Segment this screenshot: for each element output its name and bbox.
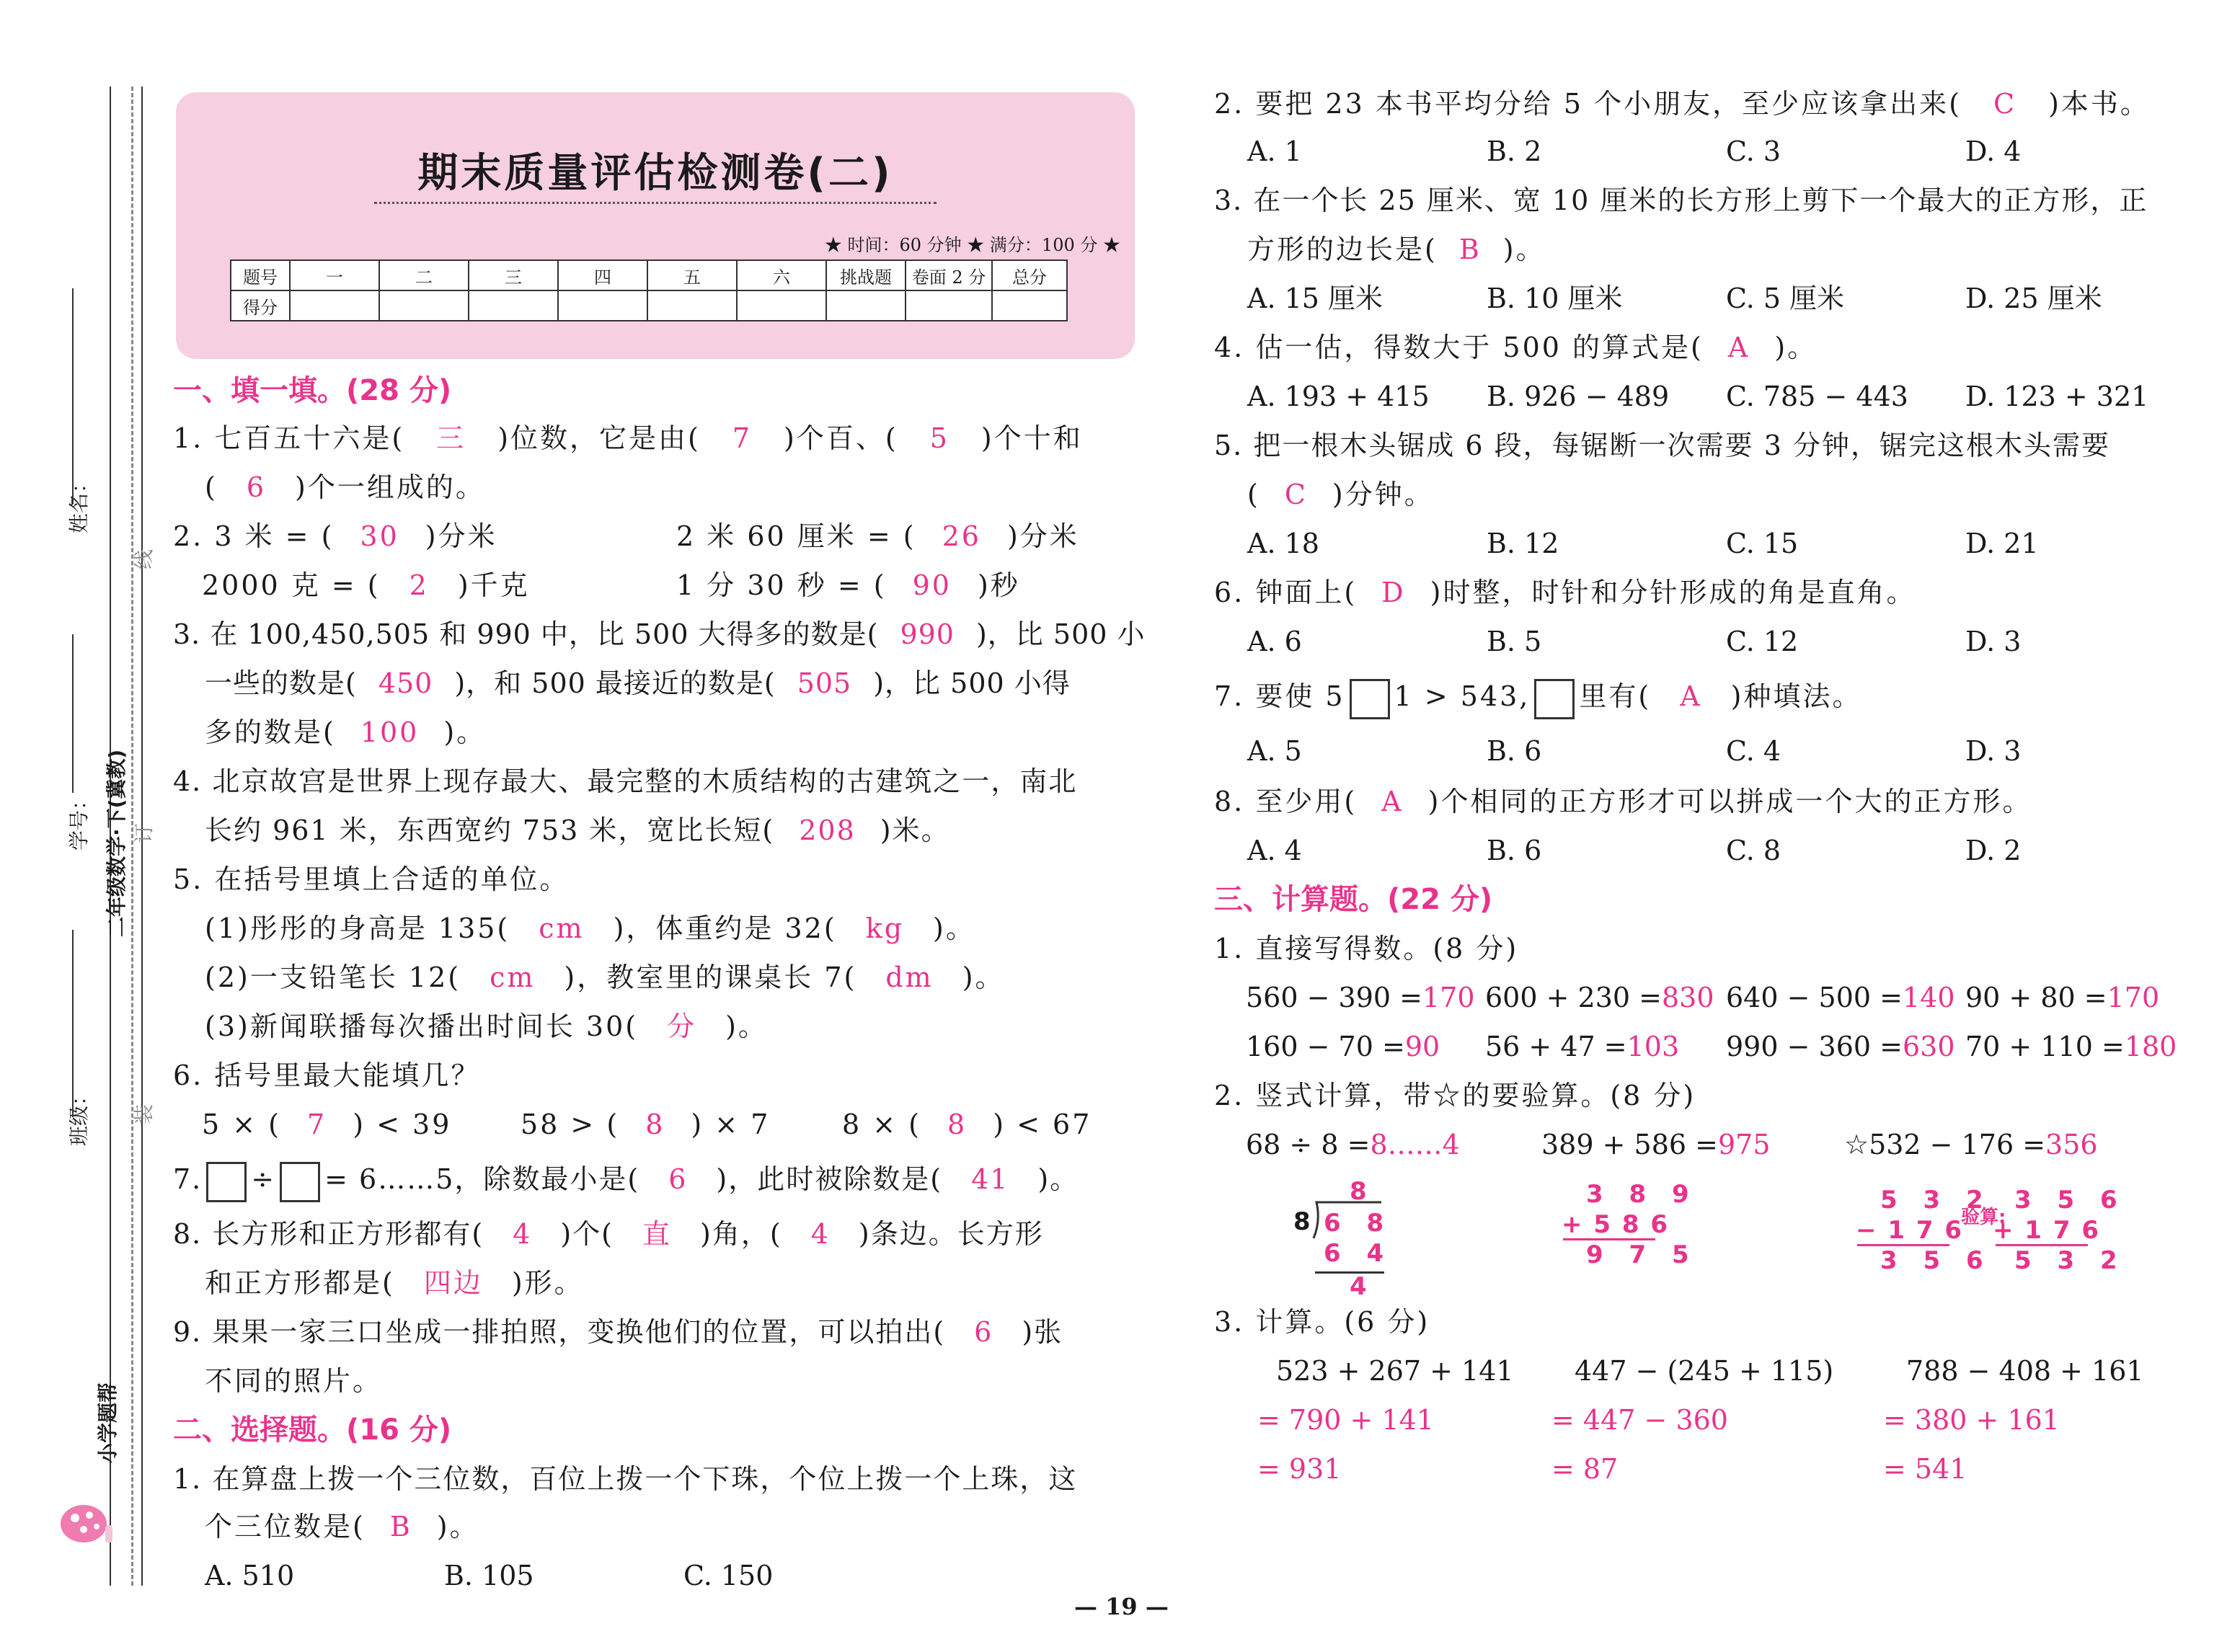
name-label: 姓名： (67, 472, 91, 533)
score-row-label: 题号 (231, 260, 290, 290)
text: 里有( (1579, 680, 1652, 712)
text: )条边。长方形 (858, 1218, 1044, 1250)
q1-3-line2 (205, 662, 1071, 705)
q2-7-line (1214, 675, 1862, 719)
answer: 90 (1404, 1031, 1440, 1062)
q2-2-option[interactable]: D. 4 (1965, 136, 2022, 167)
text: 长约 961 米，东西宽约 753 米，宽比长短( (205, 814, 775, 846)
text: 8. 至少用( (1214, 786, 1358, 817)
answer: D (1381, 577, 1406, 608)
add-row-3: 9 7 5 (1586, 1240, 1698, 1269)
step-calc-1-s2: = 931 (1257, 1453, 1342, 1485)
score-cell[interactable] (290, 290, 379, 321)
answer: 8 (645, 1109, 665, 1140)
answer: 8……4 (1370, 1129, 1460, 1160)
score-cell[interactable] (992, 290, 1067, 321)
sub-row-3: 3 5 6 (1880, 1246, 1992, 1275)
q2-1-line1: 1. 在算盘上拨一个三位数，百位上拨一个下珠，个位上拨一个上珠，这 (173, 1463, 1078, 1495)
q2-4-option[interactable]: D. 123 + 321 (1965, 381, 2149, 412)
calc-item (1726, 976, 1955, 1019)
check-row-1: 3 5 6 (2014, 1186, 2126, 1214)
step-calc-1-q: 523 + 267 + 141 (1276, 1355, 1514, 1387)
calc-item (1726, 1025, 1955, 1068)
calc-item (1246, 976, 1475, 1019)
div-divisor: 8 (1293, 1207, 1319, 1236)
sub-row-2: − 1 7 6 (1856, 1216, 1963, 1245)
answer: A (1381, 786, 1404, 817)
text: 990 − 360 = (1726, 1031, 1903, 1062)
q2-7-option[interactable]: D. 3 (1965, 735, 2022, 767)
section-2-heading: 二、选择题。(16 分) (173, 1413, 452, 1447)
q1-9-line1 (173, 1310, 1063, 1354)
book-name: 二年级数学·下(冀教) (105, 749, 128, 937)
q1-6-line1: 6. 括号里最大能填几？ (173, 1060, 481, 1091)
q2-2-option[interactable]: B. 2 (1487, 136, 1542, 167)
text: )。 (933, 912, 975, 944)
text: )。 (1774, 332, 1818, 363)
answer: B (389, 1511, 412, 1542)
text: (2)一支铅笔长 12( (205, 962, 461, 993)
q2-2-option[interactable]: A. 1 (1247, 136, 1302, 167)
q2-8-option[interactable]: D. 2 (1965, 835, 2022, 866)
answer: 26 (942, 520, 981, 552)
text: )时整，时针和分针形成的角是直角。 (1430, 577, 1916, 608)
q2-3-option[interactable]: D. 25 厘米 (1965, 283, 2102, 314)
score-cell[interactable] (737, 290, 826, 321)
answer: 975 (1717, 1129, 1771, 1160)
text: 方形的边长是( (1247, 234, 1438, 265)
text: )个一组成的。 (295, 471, 485, 503)
answer: 103 (1626, 1031, 1680, 1062)
add-row-1: 3 8 9 (1586, 1180, 1698, 1209)
answer: 505 (797, 667, 852, 699)
text: 560 − 390 = (1246, 982, 1422, 1013)
answer: C (1993, 88, 2017, 120)
brand-label: 小学题帮 (96, 1382, 120, 1463)
seal-mark-3: 装 (132, 1103, 156, 1124)
text: 1. 七百五十六是( (173, 422, 405, 454)
text: ) < 39 (353, 1109, 452, 1140)
answer: 990 (900, 618, 955, 650)
text: )。 (436, 1511, 479, 1542)
q2-4-option[interactable]: B. 926 − 489 (1487, 381, 1670, 412)
q1-8-line2 (205, 1261, 584, 1305)
answer: 直 (642, 1218, 672, 1250)
class-blank (72, 930, 74, 1117)
q2-8-option[interactable]: C. 8 (1726, 835, 1781, 866)
q2-3-line2 (1247, 228, 1546, 271)
answer: 6 (974, 1316, 993, 1348)
seal-mark-2: 订 (132, 822, 156, 843)
answer: 8 (947, 1109, 968, 1140)
q1-1-line2 (205, 466, 485, 509)
page-title: 期末质量评估检测卷(二) (417, 150, 893, 197)
text: )，比 500 小 (975, 618, 1146, 650)
score-cell[interactable] (826, 290, 906, 321)
page-number: — 19 — (1074, 1593, 1169, 1620)
q2-1-option[interactable]: B. 105 (444, 1560, 534, 1591)
score-col: 卷面 2 分 (906, 260, 992, 290)
text: 7. (173, 1163, 203, 1195)
div-dividend: 6 8 (1324, 1209, 1393, 1238)
q2-6-option[interactable]: D. 3 (1965, 626, 2022, 657)
text: )分米 (1006, 520, 1079, 552)
text: 90 + 80 = (1965, 982, 2107, 1013)
answer: 分 (667, 1011, 697, 1042)
score-row-label: 得分 (231, 290, 290, 321)
calc-item (1485, 976, 1714, 1019)
score-table (230, 259, 1068, 321)
answer: 450 (378, 667, 433, 699)
answer: cm (539, 912, 585, 944)
score-cell[interactable] (647, 290, 737, 321)
calc-item (1485, 1025, 1679, 1068)
text: 58 > ( (521, 1109, 620, 1140)
q1-3-line1 (173, 613, 1146, 656)
score-col: 挑战题 (826, 260, 906, 290)
q1-1-line1 (173, 417, 1083, 460)
text: 8. 长方形和正方形都有( (173, 1218, 484, 1250)
q2-1-option[interactable]: A. 510 (205, 1560, 295, 1591)
q1-2-c (202, 564, 530, 607)
blank-box[interactable] (280, 1162, 320, 1202)
q2-6-line (1214, 571, 1916, 614)
vertical-calc-2 (1541, 1123, 1771, 1166)
add-row-2: + 5 8 6 (1562, 1210, 1669, 1239)
check-row-2: + 1 7 6 (1993, 1216, 2100, 1245)
answer: dm (885, 962, 934, 993)
title-underline (374, 202, 937, 204)
q2-5-option[interactable]: C. 15 (1726, 528, 1799, 559)
q2-1-option[interactable]: C. 150 (683, 1560, 774, 1591)
q2-4-line (1214, 326, 1817, 369)
answer: A (1680, 680, 1702, 712)
q2-3-option[interactable]: B. 10 厘米 (1487, 283, 1623, 314)
vertical-calc-1 (1246, 1123, 1460, 1166)
text: ( (1247, 479, 1260, 510)
q1-5-line4 (205, 1005, 768, 1048)
section-3-heading: 三、计算题。(22 分) (1214, 883, 1493, 916)
step-calc-3-s1: = 380 + 161 (1883, 1404, 2060, 1436)
text: = 6……5，除数最小是( (324, 1163, 640, 1195)
q2-3-option[interactable]: C. 5 厘米 (1726, 283, 1845, 314)
text: 160 − 70 = (1246, 1031, 1405, 1062)
answer: 4 (810, 1218, 830, 1250)
text: )位数，它是由( (497, 422, 701, 454)
class-label: 班级： (67, 1085, 91, 1146)
q2-6-option[interactable]: C. 12 (1726, 626, 1799, 657)
text: )。 (725, 1011, 768, 1042)
q3-1-label: 1. 直接写得数。(8 分) (1214, 933, 1519, 964)
answer: 7 (307, 1109, 327, 1140)
text: 389 + 586 = (1541, 1129, 1718, 1160)
text: (1)彤彤的身高是 135( (205, 912, 510, 944)
text: )。 (443, 716, 487, 748)
text: )形。 (511, 1267, 584, 1299)
text: 56 + 47 = (1485, 1031, 1627, 1062)
q2-5-option[interactable]: D. 21 (1965, 528, 2039, 559)
answer: 41 (971, 1163, 1009, 1195)
answer: 4 (513, 1218, 532, 1250)
name-blank (72, 288, 74, 505)
text: )秒 (977, 569, 1020, 601)
text: )，比 500 小得 (873, 667, 1071, 699)
q2-3-option[interactable]: A. 15 厘米 (1247, 283, 1383, 314)
text: (3)新闻联播每次播出时间长 30( (205, 1011, 639, 1042)
text: 2. 3 米 = ( (173, 520, 335, 552)
id-blank (72, 634, 74, 793)
text: )，和 500 最接近的数是( (454, 667, 776, 699)
text: )，教室里的课桌长 7( (564, 962, 857, 993)
q2-1-line2 (205, 1505, 479, 1548)
q1-2-d (676, 564, 1020, 607)
text: )本书。 (2048, 88, 2150, 120)
answer: A (1727, 332, 1750, 363)
answer: 100 (360, 716, 420, 748)
q2-8-line (1214, 780, 2032, 823)
score-col: 三 (469, 260, 558, 290)
text: 7. 要使 5 (1214, 680, 1345, 712)
q1-2-b (676, 515, 1079, 558)
q1-8-line1 (173, 1212, 1044, 1256)
text: ) < 67 (993, 1109, 1092, 1140)
answer: 356 (2045, 1129, 2098, 1160)
check-label: 验算: (1961, 1207, 2006, 1228)
text: 70 + 110 = (1965, 1031, 2125, 1062)
q1-5-line1: 5. 在括号里填上合适的单位。 (173, 863, 570, 895)
answer: 四边 (423, 1267, 483, 1299)
answer: 170 (2107, 982, 2160, 1013)
answer: C (1284, 479, 1308, 510)
vertical-calc-3 (1844, 1123, 2098, 1166)
q2-3-line1: 3. 在一个长 25 厘米、宽 10 厘米的长方形上剪下一个最大的正方形，正 (1214, 185, 2148, 216)
text: )。 (962, 962, 1005, 993)
q2-5-option[interactable]: A. 18 (1247, 528, 1319, 559)
answer: 180 (2124, 1031, 2177, 1062)
text: )张 (1022, 1316, 1063, 1348)
answer: 140 (1902, 982, 1955, 1013)
q2-7-option[interactable]: A. 5 (1247, 735, 1302, 767)
step-calc-3-s2: = 541 (1883, 1453, 1967, 1485)
score-col: 二 (379, 260, 469, 290)
mushroom-logo-icon (58, 1499, 115, 1553)
score-col: 一 (290, 260, 379, 290)
q1-6-c (842, 1103, 1092, 1146)
text: 和正方形都是( (205, 1267, 395, 1299)
exam-meta: ★ 时间：60 分钟 ★ 满分：100 分 ★ (824, 235, 1120, 255)
text: )种填法。 (1730, 680, 1862, 712)
answer: 2 (409, 569, 429, 601)
text: )千克 (457, 569, 530, 601)
text: )个十和 (980, 422, 1083, 454)
q1-3-line3 (205, 711, 486, 754)
q2-6-option[interactable]: B. 5 (1487, 626, 1542, 657)
text: ) × 7 (691, 1109, 771, 1140)
div-quotient: 8 (1350, 1177, 1376, 1206)
q2-5-option[interactable]: B. 12 (1487, 528, 1559, 559)
answer: 6 (668, 1163, 688, 1195)
text: )。 (1502, 234, 1546, 265)
score-table-row (231, 290, 1067, 321)
answer: kg (865, 912, 905, 944)
text: )。 (1037, 1163, 1079, 1195)
q2-2-option[interactable]: C. 3 (1726, 136, 1781, 167)
q2-5-line2 (1247, 473, 1434, 516)
answer: 830 (1661, 982, 1714, 1013)
q2-6-option[interactable]: A. 6 (1247, 626, 1302, 657)
text: ( (205, 471, 218, 503)
calc-item (1965, 1025, 2177, 1068)
answer: 170 (1422, 982, 1475, 1013)
q2-7-option[interactable]: B. 6 (1487, 735, 1542, 767)
score-table-row (231, 260, 1067, 290)
calc-item (1965, 976, 2159, 1019)
answer: 5 (929, 422, 949, 454)
step-calc-1-s1: = 790 + 141 (1257, 1404, 1434, 1436)
q2-8-option[interactable]: A. 4 (1247, 835, 1302, 866)
score-col: 五 (647, 260, 737, 290)
blank-box[interactable] (1534, 679, 1575, 719)
text: 640 − 500 = (1726, 982, 1903, 1013)
text: 3. 在 100,450,505 和 990 中，比 500 大得多的数是( (173, 618, 879, 650)
text: )，体重约是 32( (613, 912, 837, 944)
text: ÷ (251, 1163, 276, 1195)
text: 2000 克 = ( (202, 569, 381, 601)
score-col: 六 (737, 260, 826, 290)
blank-box[interactable] (206, 1162, 247, 1202)
q2-7-option[interactable]: C. 4 (1726, 735, 1781, 767)
header-panel (176, 92, 1135, 359)
section-1-heading: 一、填一填。(28 分) (173, 374, 452, 407)
q1-4-line1: 4. 北京故宫是世界上现存最大、最完整的木质结构的古建筑之一，南北 (173, 765, 1078, 797)
text: 9. 果果一家三口坐成一排拍照，变换他们的位置，可以拍出( (173, 1316, 946, 1348)
q1-4-line2 (205, 809, 950, 852)
step-calc-2-s1: = 447 − 360 (1551, 1404, 1728, 1436)
q3-2-label: 2. 竖式计算，带☆的要验算。(8 分) (1214, 1080, 1696, 1111)
answer: 630 (1902, 1031, 1955, 1062)
text: )角，( (700, 1218, 782, 1250)
answer: 7 (732, 422, 753, 454)
score-cell[interactable] (906, 290, 992, 321)
answer: 三 (436, 422, 466, 454)
text: 一些的数是( (205, 667, 357, 699)
answer: 208 (799, 814, 856, 846)
text: 4. 估一估，得数大于 500 的算式是( (1214, 332, 1704, 363)
score-cell[interactable] (379, 290, 469, 321)
text: 68 ÷ 8 = (1246, 1129, 1371, 1160)
q1-2-a (173, 515, 497, 558)
text: 多的数是( (205, 716, 336, 748)
text: )个百、( (784, 422, 898, 454)
answer: cm (490, 962, 536, 993)
text: 2. 要把 23 本书平均分给 5 个小朋友，至少应该拿出来( (1214, 88, 1962, 120)
q1-6-a (202, 1103, 451, 1146)
text: )个( (560, 1218, 614, 1250)
text: )分钟。 (1332, 479, 1434, 510)
text: )，此时被除数是( (716, 1163, 943, 1195)
text: 8 × ( (842, 1109, 921, 1140)
text: 6. 钟面上( (1214, 577, 1358, 608)
score-col: 四 (558, 260, 647, 290)
q1-6-b (521, 1103, 770, 1146)
text: )米。 (880, 814, 950, 846)
q1-9-line2: 不同的照片。 (205, 1365, 383, 1397)
calc-item (1246, 1025, 1440, 1068)
div-remainder: 4 (1350, 1272, 1376, 1301)
q1-5-line3 (205, 956, 1005, 999)
step-calc-2-q: 447 − (245 + 115) (1575, 1355, 1834, 1387)
text: 1 分 30 秒 = ( (676, 569, 887, 601)
score-col: 总分 (992, 260, 1067, 290)
answer: B (1458, 234, 1482, 265)
text: 个三位数是( (205, 1511, 366, 1542)
id-label: 学号： (67, 789, 91, 851)
sub-row-1: 5 3 2 (1880, 1186, 1992, 1214)
text: )分米 (425, 520, 497, 552)
text: 2 米 60 厘米 = ( (676, 520, 916, 552)
step-calc-3-q: 788 − 408 + 161 (1906, 1355, 2144, 1387)
blank-box[interactable] (1350, 679, 1390, 719)
answer: 30 (360, 520, 399, 552)
score-cell[interactable] (469, 290, 558, 321)
check-row-3: 5 3 2 (2014, 1246, 2126, 1275)
text: 1 > 543, (1394, 680, 1531, 712)
answer: 6 (246, 471, 267, 503)
q1-7-line (173, 1158, 1079, 1202)
score-cell[interactable] (558, 290, 647, 321)
text: )个相同的正方形才可以拼成一个大的正方形。 (1427, 786, 2032, 817)
q2-4-option[interactable]: A. 193 + 415 (1247, 381, 1430, 412)
q3-3-label: 3. 计算。(6 分) (1214, 1306, 1430, 1338)
step-calc-2-s2: = 87 (1551, 1453, 1619, 1485)
div-product: 6 4 (1324, 1239, 1393, 1268)
text: 5 × ( (202, 1109, 281, 1140)
text: 600 + 230 = (1485, 982, 1662, 1013)
q2-5-line1: 5. 把一根木头锯成 6 段，每锯断一次需要 3 分钟，锯完这根木头需要 (1214, 430, 2111, 461)
answer: 90 (912, 569, 952, 601)
text: ☆532 − 176 = (1844, 1129, 2046, 1160)
q1-5-line2 (205, 907, 975, 950)
q2-8-option[interactable]: B. 6 (1487, 835, 1542, 866)
q2-4-option[interactable]: C. 785 − 443 (1726, 381, 1908, 412)
q2-2-line (1214, 82, 2150, 125)
seal-mark-1: 线 (132, 549, 156, 569)
